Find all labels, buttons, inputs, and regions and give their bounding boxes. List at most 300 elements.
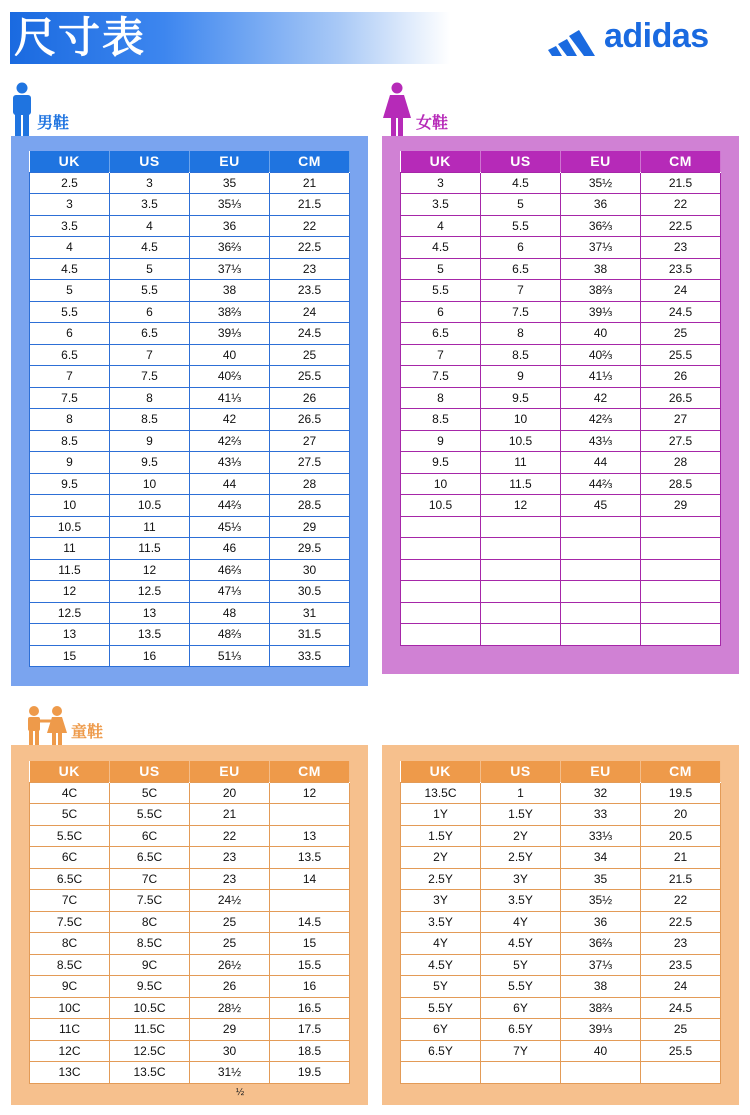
table-cell: 36⅔ [190,237,270,259]
table-row [401,954,721,976]
table-row [401,258,721,280]
brand-logo [548,17,738,60]
table-cell: 38⅔ [561,997,641,1019]
table-cell [561,581,641,603]
table-cell: 36 [190,215,270,237]
table-row [30,516,350,538]
table-cell [481,516,561,538]
table-cell [641,624,721,646]
table-row [30,933,350,955]
table-row [30,911,350,933]
table-cell [561,559,641,581]
table-cell: 10 [30,495,110,517]
table-row [401,868,721,890]
table-cell: 22 [641,194,721,216]
table-row [401,1040,721,1062]
table-cell: 6C [30,847,110,869]
table-cell: 23 [641,933,721,955]
table-header-row [30,151,350,172]
table-cell: 8.5C [110,933,190,955]
table-cell [481,538,561,560]
table-cell: 13 [110,602,190,624]
table-cell: 16 [270,976,350,998]
table-cell: 5.5Y [401,997,481,1019]
table-row [401,911,721,933]
table-cell: 38⅔ [561,280,641,302]
table-cell: 24.5 [270,323,350,345]
table-cell: 7 [481,280,561,302]
table-cell: 3 [110,172,190,194]
table-cell: 12.5 [110,581,190,603]
table-cell: 13.5C [401,782,481,804]
table-cell: 27.5 [270,452,350,474]
table-cell: 28 [641,452,721,474]
table-row [30,495,350,517]
table-cell: 23 [270,258,350,280]
table-cell: 46⅔ [190,559,270,581]
table-cell: 11 [30,538,110,560]
table-cell: 19.5 [641,782,721,804]
table-row [30,452,350,474]
table-row [30,215,350,237]
footnote: ½ [235,1087,245,1098]
table-cell [641,1062,721,1084]
table-cell: 30.5 [270,581,350,603]
table-cell: 9.5 [30,473,110,495]
table-cell: 51⅓ [190,645,270,667]
table-row [30,954,350,976]
table-cell: 40⅔ [190,366,270,388]
table-row [401,237,721,259]
table-cell: 4.5 [110,237,190,259]
column-header-eu: EU [561,151,641,172]
table-cell: 23.5 [641,258,721,280]
table-cell: 6.5C [110,847,190,869]
table-cell: 21 [270,172,350,194]
table-cell: 8.5 [481,344,561,366]
table-cell [401,559,481,581]
table-cell: 24.5 [641,301,721,323]
table-cell: 11.5 [481,473,561,495]
table-cell: 8C [30,933,110,955]
table-cell: 31 [270,602,350,624]
table-cell: 5.5 [401,280,481,302]
table-cell: 28.5 [270,495,350,517]
table-cell: 35½ [561,890,641,912]
table-row [401,301,721,323]
table-row [30,301,350,323]
table-cell: 10.5 [110,495,190,517]
table-cell: 6Y [481,997,561,1019]
table-row [401,933,721,955]
table-row [30,409,350,431]
column-header-uk: UK [30,761,110,782]
table-cell [481,581,561,603]
table-cell: 12.5 [30,602,110,624]
table-cell [401,1062,481,1084]
table-cell: 7.5C [30,911,110,933]
table-row [401,430,721,452]
table-cell: 21 [641,847,721,869]
table-cell: 25 [270,344,350,366]
table-row [401,473,721,495]
table-cell: 4Y [401,933,481,955]
table-cell: 11.5 [110,538,190,560]
column-header-cm: CM [641,761,721,782]
table-cell: 28 [270,473,350,495]
children-icon [24,705,68,745]
table-cell: 32 [561,782,641,804]
table-cell: 42 [190,409,270,431]
table-cell: 38⅔ [190,301,270,323]
table-cell: 26 [190,976,270,998]
table-cell: 6.5 [30,344,110,366]
table-cell: 3.5 [401,194,481,216]
table-cell: 1.5Y [481,804,561,826]
table-row [30,804,350,826]
table-cell: 25 [641,323,721,345]
table-cell: 27.5 [641,430,721,452]
table-cell: 11 [481,452,561,474]
table-cell: 42⅔ [190,430,270,452]
table-cell: 23 [641,237,721,259]
table-cell: 44 [561,452,641,474]
table-cell [401,624,481,646]
table-cell: 38 [561,976,641,998]
table-cell: 24 [270,301,350,323]
table-cell: 3.5 [110,194,190,216]
table-row [401,452,721,474]
adidas-stripes-icon [548,24,600,56]
table-cell [641,581,721,603]
table-cell: 9 [30,452,110,474]
table-cell: 9.5C [110,976,190,998]
kids-size-table-right [400,761,721,1084]
table-row [30,538,350,560]
table-cell: 8 [110,387,190,409]
table-cell: 23.5 [641,954,721,976]
table-cell: 20 [190,782,270,804]
table-cell: 24½ [190,890,270,912]
table-cell: 36 [561,911,641,933]
table-row [401,997,721,1019]
column-header-eu: EU [561,761,641,782]
table-cell: 1 [481,782,561,804]
table-cell: 4Y [481,911,561,933]
table-cell: 30 [190,1040,270,1062]
table-cell: 13 [270,825,350,847]
table-cell: 48 [190,602,270,624]
table-row [30,782,350,804]
table-row [30,1040,350,1062]
table-cell: 10 [110,473,190,495]
table-header-row [30,761,350,782]
table-cell: 1.5Y [401,825,481,847]
table-row [30,1062,350,1084]
table-cell: 6.5 [481,258,561,280]
table-cell: 10C [30,997,110,1019]
table-row [30,366,350,388]
table-cell: 20.5 [641,825,721,847]
column-header-uk: UK [30,151,110,172]
table-cell: 39⅓ [561,301,641,323]
women-section-label: 女鞋 [416,113,449,132]
table-cell: 13.5C [110,1062,190,1084]
table-cell: 26.5 [641,387,721,409]
table-cell: 4.5 [401,237,481,259]
table-cell: 12 [110,559,190,581]
table-cell: 2.5 [30,172,110,194]
table-cell: 2.5Y [481,847,561,869]
table-row [30,645,350,667]
table-cell: 25.5 [641,1040,721,1062]
table-cell: 8.5 [401,409,481,431]
table-cell: 3.5 [30,215,110,237]
table-cell: 31½ [190,1062,270,1084]
table-row [30,559,350,581]
table-cell [481,1062,561,1084]
table-cell: 16.5 [270,997,350,1019]
column-header-eu: EU [190,761,270,782]
table-cell: 5.5Y [481,976,561,998]
table-cell: 33 [561,804,641,826]
table-cell: 7 [110,344,190,366]
table-cell: 4 [401,215,481,237]
table-cell: 7 [401,344,481,366]
column-header-us: US [481,151,561,172]
table-cell: 9C [110,954,190,976]
table-cell: 10.5 [481,430,561,452]
kids-size-table-left [29,761,350,1084]
table-cell: 24.5 [641,997,721,1019]
table-cell: 10.5C [110,997,190,1019]
table-row [401,280,721,302]
table-cell: 8 [401,387,481,409]
table-row [30,997,350,1019]
table-cell: 36⅔ [561,933,641,955]
table-cell: 5.5C [30,825,110,847]
woman-icon [382,82,412,136]
table-row [30,976,350,998]
table-cell: 23.5 [270,280,350,302]
table-row [401,387,721,409]
table-cell: 12 [270,782,350,804]
table-cell: 21.5 [641,868,721,890]
table-row [401,559,721,581]
table-row [401,890,721,912]
table-cell: 5.5 [481,215,561,237]
table-cell: 25.5 [270,366,350,388]
table-cell: 9.5 [401,452,481,474]
table-cell: 8.5 [30,430,110,452]
table-cell: 25.5 [641,344,721,366]
table-cell [641,602,721,624]
table-row [401,495,721,517]
column-header-uk: UK [401,151,481,172]
table-cell: 4 [30,237,110,259]
table-cell: 6 [401,301,481,323]
table-cell: 6.5Y [481,1019,561,1041]
table-cell: 12C [30,1040,110,1062]
table-cell: 29 [641,495,721,517]
table-cell: 29.5 [270,538,350,560]
column-header-eu: EU [190,151,270,172]
table-cell: 2.5Y [401,868,481,890]
table-row [401,366,721,388]
table-cell: 6 [481,237,561,259]
table-row [30,624,350,646]
table-cell: 9 [110,430,190,452]
table-cell: 3Y [401,890,481,912]
table-cell [401,581,481,603]
table-cell: 9.5 [110,452,190,474]
table-cell: 7C [30,890,110,912]
table-cell: 26 [270,387,350,409]
table-cell: 39⅓ [561,1019,641,1041]
column-header-cm: CM [270,151,350,172]
table-cell: 35 [561,868,641,890]
table-cell: 43⅓ [561,430,641,452]
table-cell [641,516,721,538]
table-cell: 9 [481,366,561,388]
table-cell: 6C [110,825,190,847]
table-cell: 37⅓ [561,954,641,976]
table-cell: 43⅓ [190,452,270,474]
table-cell: 2Y [401,847,481,869]
table-row [401,323,721,345]
table-cell: 4.5Y [481,933,561,955]
table-cell [561,516,641,538]
table-cell: 5.5C [110,804,190,826]
table-row [30,344,350,366]
table-cell: 6Y [401,1019,481,1041]
women-size-table [400,151,721,646]
table-cell [561,602,641,624]
table-row [401,215,721,237]
table-cell: 41⅓ [561,366,641,388]
table-cell [641,538,721,560]
table-cell: 16 [110,645,190,667]
table-cell: 22.5 [641,911,721,933]
table-cell: 6.5C [30,868,110,890]
table-cell: 48⅔ [190,624,270,646]
table-cell: 22.5 [641,215,721,237]
table-cell: 44⅔ [190,495,270,517]
table-cell: 6.5 [401,323,481,345]
table-cell: 11C [30,1019,110,1041]
table-cell: 10.5 [401,495,481,517]
table-cell: 3.5Y [401,911,481,933]
table-cell [641,559,721,581]
table-cell: 11.5C [110,1019,190,1041]
table-cell: 5.5 [30,301,110,323]
table-cell: 25 [641,1019,721,1041]
table-cell: 22 [641,890,721,912]
table-cell: 35½ [561,172,641,194]
table-cell: 3 [401,172,481,194]
table-cell: 45 [561,495,641,517]
table-cell: 35 [190,172,270,194]
table-cell: 13C [30,1062,110,1084]
table-cell: 24 [641,976,721,998]
table-cell: 1Y [401,804,481,826]
table-row [30,473,350,495]
table-cell: 4C [30,782,110,804]
table-cell: 30 [270,559,350,581]
table-row [30,847,350,869]
table-cell: 10 [481,409,561,431]
table-cell [481,602,561,624]
table-row [30,387,350,409]
table-cell: 12 [30,581,110,603]
table-cell: 9C [30,976,110,998]
kids-section-label: 童鞋 [71,722,104,741]
table-row [30,581,350,603]
table-row [30,602,350,624]
table-cell: 15.5 [270,954,350,976]
table-cell: 17.5 [270,1019,350,1041]
column-header-us: US [110,761,190,782]
table-cell: 5.5 [110,280,190,302]
table-cell: 5C [110,782,190,804]
table-cell: 4.5Y [401,954,481,976]
table-row [30,890,350,912]
table-row [30,280,350,302]
table-cell: 28½ [190,997,270,1019]
men-section-label: 男鞋 [37,113,70,132]
table-row [401,194,721,216]
table-row [401,825,721,847]
table-cell: 13.5 [270,847,350,869]
table-header-row [401,151,721,172]
table-cell: 2Y [481,825,561,847]
table-cell: 9.5 [481,387,561,409]
table-cell: 6.5Y [401,1040,481,1062]
table-cell: 9 [401,430,481,452]
table-cell: 23 [190,847,270,869]
table-cell: 39⅓ [190,323,270,345]
table-row [30,1019,350,1041]
table-row [401,344,721,366]
table-cell [561,538,641,560]
table-cell [481,559,561,581]
table-row [30,825,350,847]
table-cell: 37⅓ [561,237,641,259]
table-cell: 20 [641,804,721,826]
table-header-row [401,761,721,782]
table-cell: 24 [641,280,721,302]
table-cell: 14.5 [270,911,350,933]
table-cell [270,804,350,826]
table-cell: 4.5 [30,258,110,280]
table-cell: 6 [110,301,190,323]
table-row [401,516,721,538]
table-cell: 27 [641,409,721,431]
table-cell: 21 [190,804,270,826]
table-cell: 7 [30,366,110,388]
table-cell: 25 [190,911,270,933]
table-row [30,323,350,345]
table-cell: 15 [270,933,350,955]
table-cell: 5 [30,280,110,302]
table-cell: 6 [30,323,110,345]
brand-name: adidas [604,17,709,55]
table-row [30,258,350,280]
table-cell: 5 [481,194,561,216]
table-cell: 3.5Y [481,890,561,912]
table-cell: 12.5C [110,1040,190,1062]
men-size-table [29,151,350,667]
